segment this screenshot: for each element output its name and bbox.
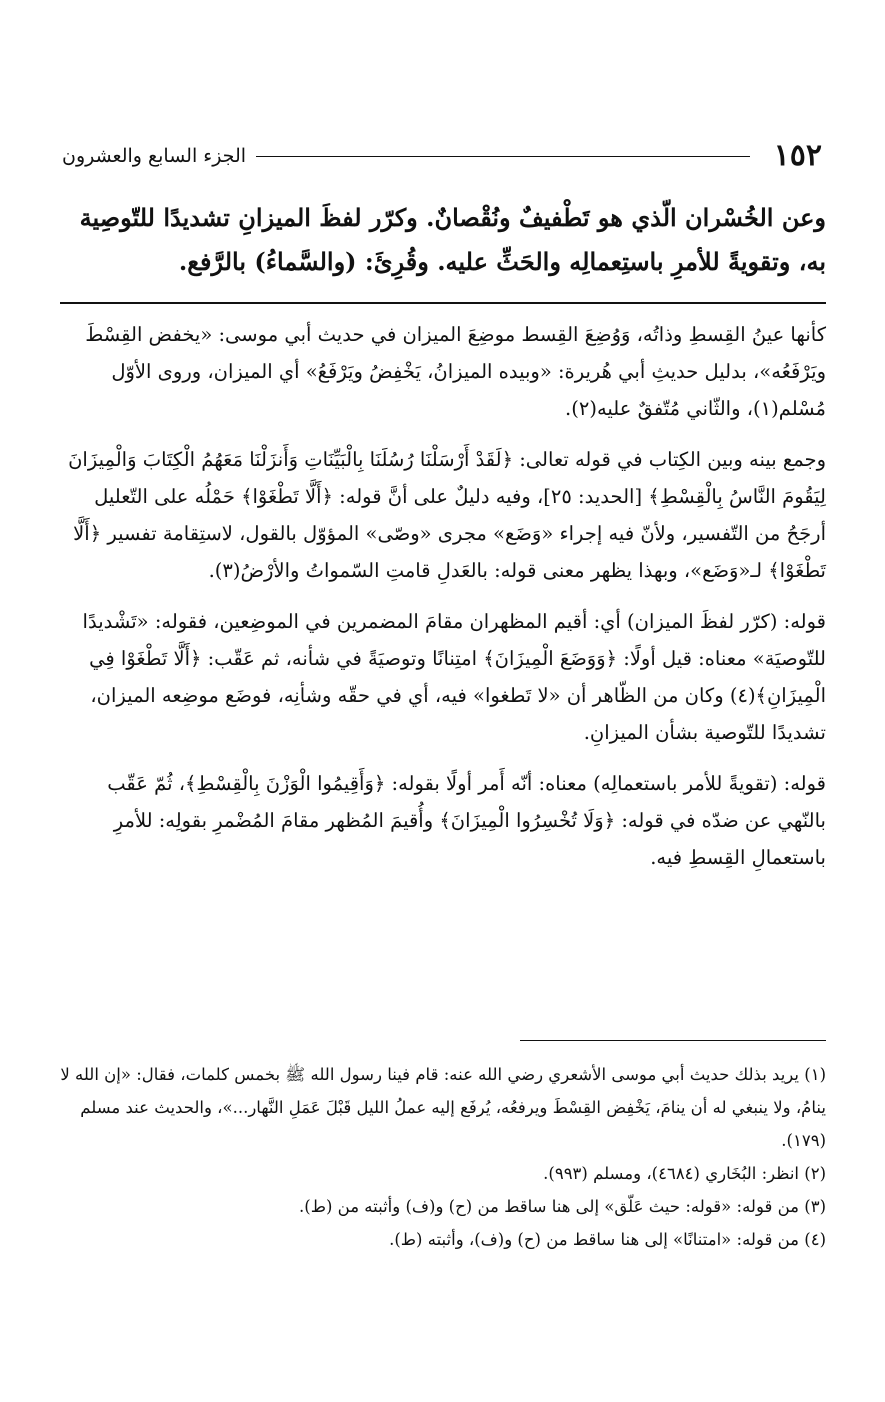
running-title: الجزء السابع والعشرون <box>62 144 247 167</box>
footnote-2: (٢) انظر: البُخَاري (٤٦٨٤)، ومسلم (٩٩٣). <box>543 1164 826 1183</box>
commentary-paragraph: كأنها عينُ القِسطِ وذاتُه، وَوُضِعَ القِسط موضِعَ الميزان في حديث أبي موسى: «يخفض القِسْطَ ويَرْفَعُه»، بدليل حديثِ أبي هُريرة: «وبيده الميزانُ، يَخْفِضُ ويَرْفَعُ» أي الميزان، وروى الأوّل مُسْلم(١)، والثّاني مُتّفقٌ عليه(٢). <box>85 323 826 420</box>
footnote-1: (١) يريد بذلك حديث أبي موسى الأشعري رضي الله عنه: قام فينا رسول الله ﷺ بخمس كلمات، فقال: «إن الله لا ينامُ، ولا ينبغي له أن ينامَ، يَخْفِض القِسْطَ ويرفعُه، يُرفَع إليه عملُ الليل قَبْلَ عَمَلِ النَّهار...»، والحديث عند مسلم (١٧٩). <box>60 1065 826 1150</box>
commentary-paragraph: وجمع بينه وبين الكِتاب في قوله تعالى: ﴿لَقَدْ أَرْسَلْنَا رُسُلَنَا بِالْبَيِّنَاتِ وَأَنزَلْنَا مَعَهُمُ الْكِتَابَ وَالْمِيزَانَ لِيَقُومَ النَّاسُ بِالْقِسْطِ﴾ [الحديد: ٢٥]، وفيه دليلٌ على أنَّ قوله: ﴿أَلَّا تَطْغَوْا﴾ حَمْلُه على التّعليل أرجَحُ من التّفسير، ولأنّ فيه إجراء «وَضَع» مجرى «وصّى» المؤوّل بالقول، لاستِقامة تفسير ﴿أَلَّا تَطْغَوْا﴾ لـ«وَضَع»، وبهذا يظهر معنى قوله: بالعَدلِ قامتِ السّمواتُ والأرْضُ(٣). <box>68 448 826 582</box>
footnote-3: (٣) من قوله: «قوله: حيث عَلّق» إلى هنا ساقط من (ح) و(ف) وأثبته من (ط). <box>299 1197 826 1216</box>
commentary-body <box>58 316 826 890</box>
matn-text: وعن الخُسْران الّذي هو تَطْفيفٌ ونُقْصانٌ. وكرّر لفظَ الميزانِ تشديدًا للتّوصِية به، وتقويةً للأمرِ باستِعمالِه والحَثِّ عليه. وقُرِئَ: (والسَّماءُ) بالرَّفع. <box>79 203 826 276</box>
footnotes <box>58 1058 826 1256</box>
commentary-paragraph: قوله: (كرّر لفظَ الميزان) أي: أقيم المظهران مقامَ المضمرين في الموضِعين، فقوله: «تَشْديدًا للتّوصيَة» معناه: قيل أولًا: ﴿وَوَضَعَ الْمِيزَانَ﴾ امتِنانًا وتوصيَةً في شأنه، ثم عَقّب: ﴿أَلَّا تَطْغَوْا فِي الْمِيزَانِ﴾(٤) وكان من الظّاهر أن «لا تَطغوا» فيه، أي في حقّه وشأنِه، فوضَع موضِعه الميزان، تشديدًا للتّوصية بشأن الميزانِ. <box>82 610 826 744</box>
footnote-separator-rule <box>520 1040 826 1041</box>
footnote-4: (٤) من قوله: «امتنانًا» إلى هنا ساقط من (ح) و(ف)، وأثبته (ط). <box>389 1230 826 1249</box>
header-rule <box>256 156 750 157</box>
matn-separator-rule <box>60 302 826 304</box>
commentary-paragraph: قوله: (تقويةً للأمر باستعمالِه) معناه: أنّه أَمر أولًا بقوله: ﴿وَأَقِيمُوا الْوَزْنَ بِالْقِسْطِ﴾، ثُمّ عَقّب بالنّهي عن ضدّه في قوله: ﴿وَلَا تُخْسِرُوا الْمِيزَانَ﴾ وأُقيمَ المُظهر مقامَ المُضْمرِ بقولِه: للأمرِ باستعمالِ القِسطِ فيه. <box>107 772 826 869</box>
page-header <box>62 136 822 176</box>
page-number: ١٥٢ <box>773 138 822 173</box>
